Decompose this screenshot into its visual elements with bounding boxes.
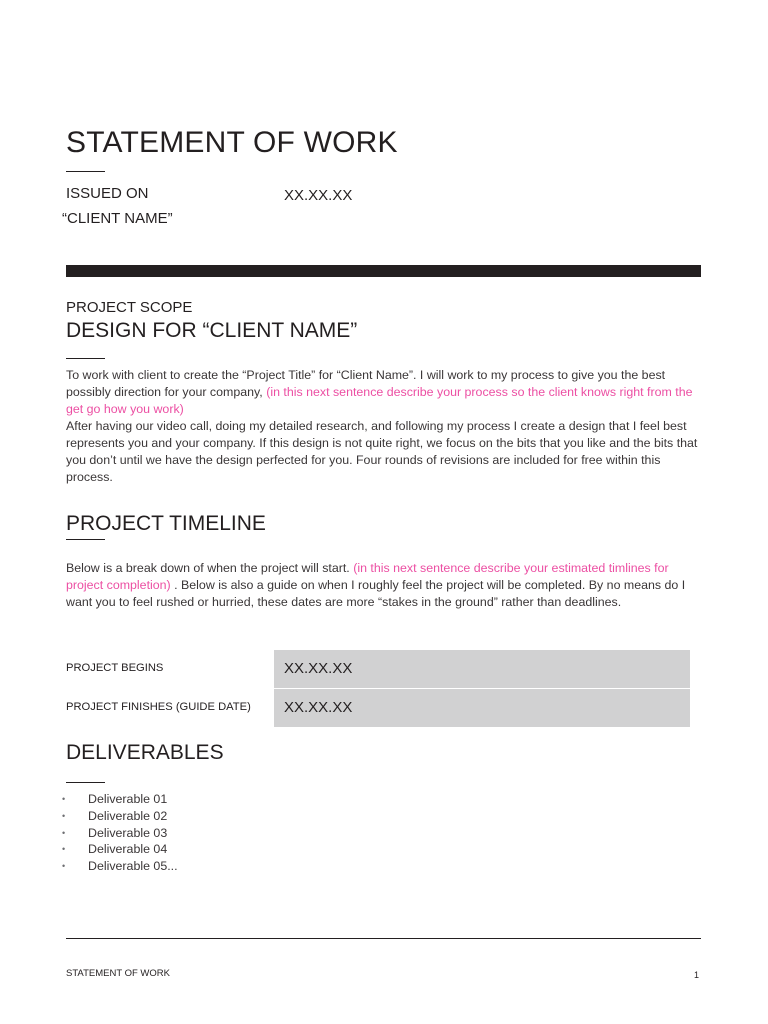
project-begins-box xyxy=(274,650,690,688)
scope-paragraph-2: After having our video call, doing my detailed research, and following my process I create a design that I feel best represents you and your company. If this design is not quite right, we focus on the bits that you like and the bits that you don’t until we have the design perfected for you. Four rounds of revisions are included for free within this process. xyxy=(66,419,698,484)
issued-on-label: ISSUED ON xyxy=(66,185,149,202)
client-name-label: “CLIENT NAME” xyxy=(62,210,173,227)
scope-description xyxy=(66,367,706,486)
bullet-icon: • xyxy=(62,861,66,872)
header-divider-bar xyxy=(66,265,701,277)
project-begins-label: PROJECT BEGINS xyxy=(66,662,164,674)
project-timeline-heading: PROJECT TIMELINE xyxy=(66,512,266,535)
bullet-icon: • xyxy=(62,794,66,804)
footer-title: STATEMENT OF WORK xyxy=(66,968,170,979)
bullet-icon: • xyxy=(62,827,66,838)
project-begins-value: XX.XX.XX xyxy=(284,660,353,677)
deliverables-heading: DELIVERABLES xyxy=(66,741,224,764)
project-finishes-label: PROJECT FINISHES (GUIDE DATE) xyxy=(66,701,251,713)
issued-date-value: XX.XX.XX xyxy=(284,187,353,204)
list-item xyxy=(60,808,178,825)
list-item xyxy=(60,841,178,858)
timeline-intro-rest: . Below is also a guide on when I roughly feel the project will be completed. By no means do I want you to feel rushed or hurried, these dates are more “stakes in the ground” rather than deadlines. xyxy=(66,578,686,609)
project-finishes-box xyxy=(274,689,690,727)
project-scope-title: DESIGN FOR “CLIENT NAME” xyxy=(66,319,358,342)
document-title: STATEMENT OF WORK xyxy=(66,126,398,159)
deliverable-text: Deliverable 01 xyxy=(88,792,168,806)
deliverable-text: Deliverable 02 xyxy=(88,808,168,823)
scope-paragraph-1-highlight: (in this next sentence describe your process so the client knows right from the get go how you work) xyxy=(66,385,693,416)
deliverable-text: Deliverable 05... xyxy=(88,859,178,874)
timeline-intro-highlight: (in this next sentence describe your estimated timlines for project completion) xyxy=(66,561,669,592)
page-number: 1 xyxy=(694,970,700,980)
bullet-icon: • xyxy=(62,844,66,855)
deliverables-underline xyxy=(66,782,105,783)
project-scope-label: PROJECT SCOPE xyxy=(66,299,193,316)
project-finishes-value: XX.XX.XX xyxy=(284,699,353,716)
deliverable-text: Deliverable 04 xyxy=(88,842,168,857)
footer-divider xyxy=(66,938,701,939)
scope-paragraph-1 xyxy=(66,367,706,418)
timeline-intro-text: Below is a break down of when the project will start. xyxy=(66,561,350,575)
deliverable-text: Deliverable 03 xyxy=(88,825,168,840)
scope-paragraph-1-text: To work with client to create the “Project Title” for “Client Name”. I will work to my process to give you the best possibly direction for your company, xyxy=(66,368,666,399)
timeline-intro-paragraph xyxy=(66,560,702,611)
timeline-underline xyxy=(66,539,105,540)
list-item xyxy=(60,858,178,875)
deliverables-list xyxy=(60,791,178,875)
title-underline xyxy=(66,171,105,172)
list-item xyxy=(60,791,178,808)
timeline-intro xyxy=(66,560,702,611)
list-item xyxy=(60,825,178,842)
bullet-icon: • xyxy=(62,810,66,821)
scope-underline xyxy=(66,358,105,359)
